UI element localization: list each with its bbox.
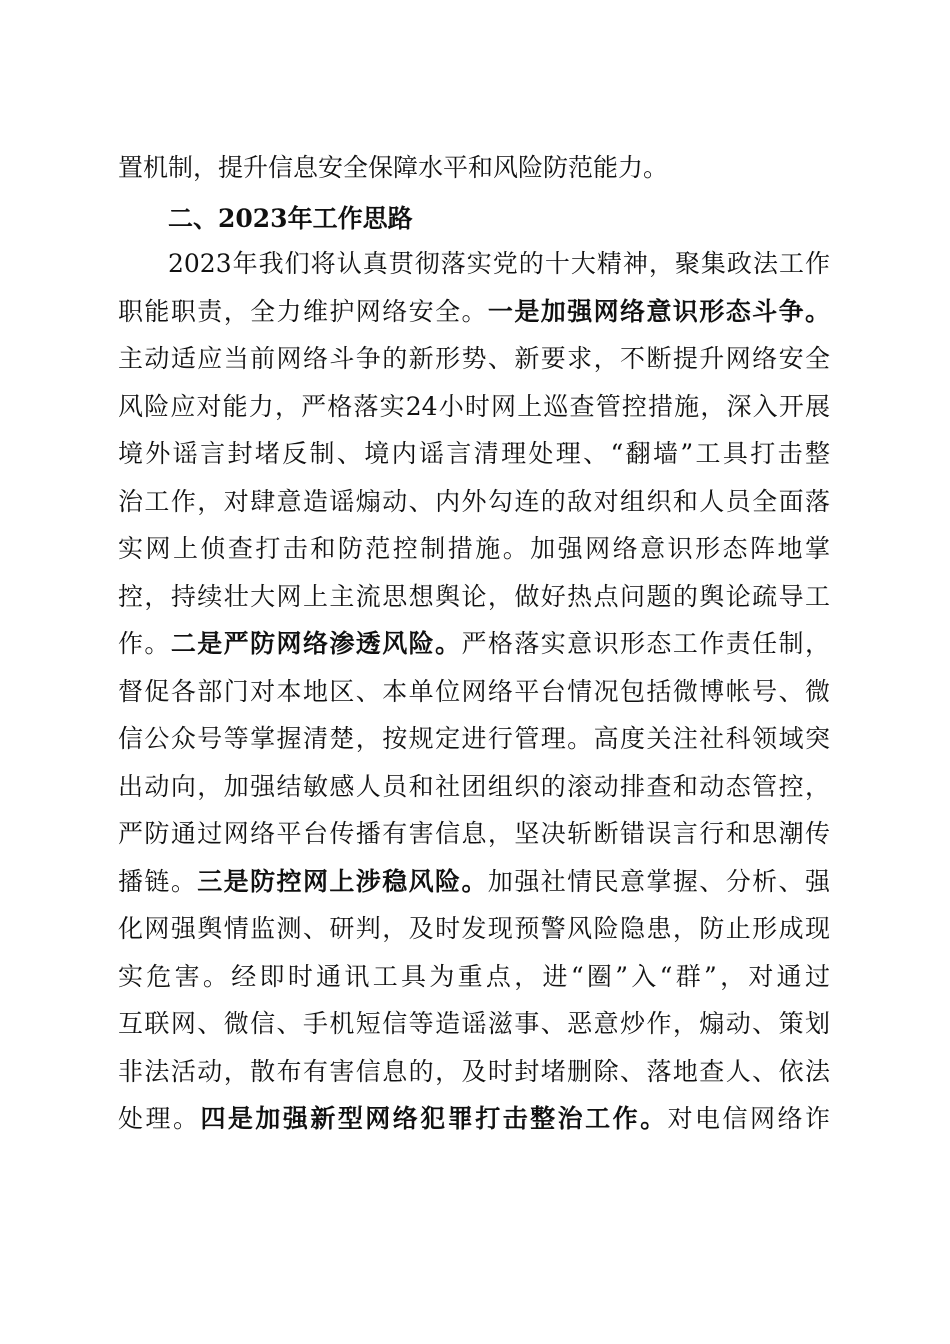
text-run: 互联网、微信、手机短信等造谣滋事、恶意炒作，煽动、策划: [118, 1009, 830, 1038]
bold-key-point: 三是防控网上涉稳风险。: [197, 866, 488, 896]
text-run: 严防通过网络平台传播有害信息，坚决斩断错误言行和思潮传: [118, 819, 830, 848]
body-line: [118, 525, 830, 573]
body-line: [118, 763, 830, 811]
text-run: 实危害。经即时通讯工具为重点，进“圈”入“群”，对通过: [118, 961, 830, 991]
text-run: 非法活动，散布有害信息的，及时封堵删除、落地查人、依法: [118, 1056, 830, 1086]
body-line: [118, 430, 830, 478]
body-line: [118, 953, 830, 1001]
bold-key-point: 四是加强新型网络犯罪打击整治工作。: [200, 1104, 668, 1133]
text-run: 风险应对能力，严格落实24小时网上巡查管控措施，深入开展: [118, 391, 830, 421]
body-line: [118, 620, 830, 668]
body-line: [118, 288, 830, 336]
text-run: 控，持续壮大网上主流思想舆论，做好热点问题的舆论疏导工: [118, 581, 830, 611]
body-line: [118, 810, 830, 858]
previous-paragraph-tail: [118, 144, 830, 192]
section-heading: 二、2023年工作思路: [168, 204, 413, 233]
text-run: 加强社情民意掌握、分析、强: [487, 866, 830, 896]
text-run: 职能职责，全力维护网络安全。: [118, 296, 488, 326]
text-run: 播链。: [118, 866, 198, 896]
text-run: 出动向，加强结敏感人员和社团组织的滚动排查和动态管控，: [118, 771, 830, 801]
text-run: 信公众号等掌握清楚，按规定进行管理。高度关注社科领域突: [118, 724, 830, 753]
body-line: [118, 668, 830, 716]
text-run: 实网上侦查打击和防范控制措施。加强网络意识形态阵地掌: [118, 534, 830, 563]
body-line: [118, 240, 830, 288]
body-line: [118, 715, 830, 763]
bold-key-point: 一是加强网络意识形态斗争。: [487, 296, 830, 326]
body-line: [118, 335, 830, 383]
body-line: [118, 858, 830, 906]
body-line: [118, 1000, 830, 1048]
body-line: [118, 478, 830, 526]
work-plan-paragraph: [118, 240, 830, 1143]
body-line: [118, 1095, 830, 1143]
text-run: 2023年我们将认真贯彻落实党的十大精神，聚集政法工作: [168, 249, 830, 278]
text-run: 作。: [118, 629, 171, 658]
text-run: 督促各部门对本地区、本单位网络平台情况包括微博帐号、微: [118, 676, 830, 706]
text-run: 主动适应当前网络斗争的新形势、新要求，不断提升网络安全: [118, 344, 830, 373]
text-run: 对电信网络诈: [667, 1104, 830, 1133]
text-run: 境外谣言封堵反制、境内谣言清理处理、“翻墙”工具打击整: [118, 439, 830, 468]
text-run: 化网强舆情监测、研判，及时发现预警风险隐患，防止形成现: [118, 914, 830, 943]
body-line: [118, 1048, 830, 1096]
text-run: 处理。: [118, 1104, 201, 1133]
body-line: 置机制，提升信息安全保障水平和风险防范能力。: [118, 153, 669, 182]
body-line: [118, 573, 830, 621]
body-line: [118, 383, 830, 431]
text-run: 治工作，对肆意造谣煽动、内外勾连的敌对组织和人员全面落: [118, 486, 830, 516]
text-run: 严格落实意识形态工作责任制，: [461, 629, 830, 658]
body-line: [118, 905, 830, 953]
bold-key-point: 二是严防网络渗透风险。: [170, 629, 462, 658]
